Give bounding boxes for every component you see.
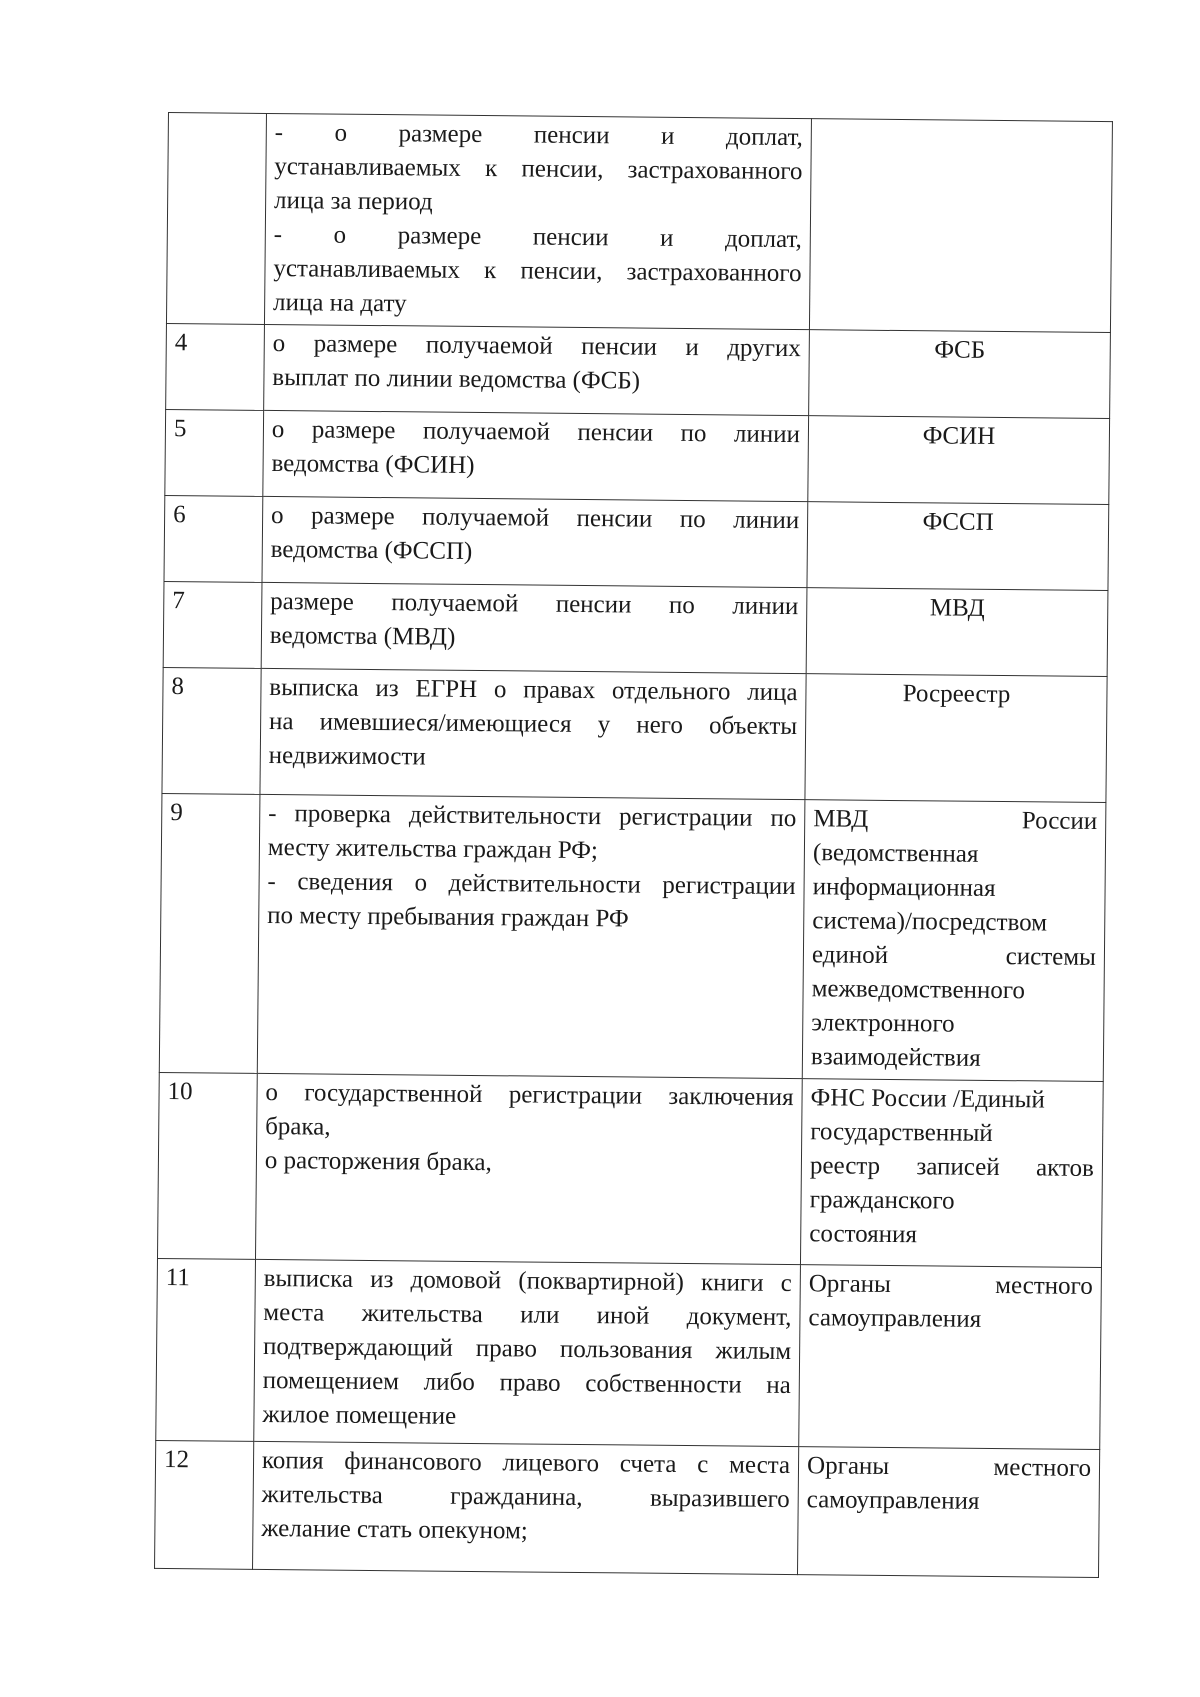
desc-line: ведомства (МВД): [269, 622, 456, 651]
desc-line: брака,: [265, 1112, 331, 1141]
row-source: [809, 119, 1112, 333]
desc-line: ведомства (ФССП): [270, 536, 473, 565]
desc-line: - сведения о действительности регистрации: [267, 867, 796, 901]
desc-line: ведомства (ФСИН): [271, 450, 475, 479]
desc-line: жилое помещение: [262, 1400, 457, 1430]
source-line: взаимодействия: [810, 1043, 981, 1072]
desc-line: помещением либо право собственности на: [262, 1366, 791, 1400]
row-description: [261, 582, 807, 673]
desc-line: по месту пребывания граждан РФ: [267, 901, 629, 933]
row-source: [806, 588, 1108, 677]
table-row: [157, 1072, 1103, 1267]
desc-line: о размере получаемой пенсии и других: [272, 330, 801, 363]
row-source: [802, 800, 1106, 1082]
row-source: [805, 674, 1107, 803]
services-table: [154, 112, 1113, 1578]
desc-line: желание стать опекуном;: [261, 1514, 528, 1545]
row-number: 6: [164, 495, 263, 582]
row-description: [252, 1441, 798, 1574]
row-description: [263, 410, 809, 501]
row-source: [799, 1265, 1102, 1450]
desc-line: копия финансового лицевого счета с места: [261, 1446, 791, 1480]
row-description: [264, 113, 811, 329]
desc-line: выписка из ЕГРН о правах отдельного лица: [269, 674, 798, 707]
desc-line: подтверждающий право пользования жилым: [262, 1332, 792, 1366]
table-row: [163, 581, 1108, 676]
row-description: [257, 794, 805, 1078]
row-description: [254, 1259, 801, 1446]
source-line: самоуправления: [806, 1486, 980, 1515]
row-description: [260, 668, 806, 799]
source-line: Росреестр: [902, 680, 1011, 709]
source-line: Органы местного: [808, 1270, 1093, 1300]
source-line: МВД: [929, 594, 985, 622]
desc-line: жительства гражданина, выразившего: [261, 1480, 790, 1514]
desc-line: устанавливаемых к пенсии, застрахованного: [274, 153, 803, 186]
row-number: [166, 113, 266, 325]
table-row: [155, 1440, 1100, 1577]
desc-line: недвижимости: [268, 741, 426, 771]
row-number: 8: [162, 667, 261, 794]
row-source: [801, 1079, 1104, 1268]
desc-line: - о размере пенсии и доплат,: [273, 221, 802, 254]
desc-line: места жительства или иной документ,: [263, 1298, 792, 1332]
row-number: 11: [156, 1258, 256, 1441]
desc-line: о размере получаемой пенсии по линии: [270, 502, 800, 535]
desc-line: лица за период: [273, 187, 433, 216]
desc-line: выплат по линии ведомства (ФСБ): [272, 364, 641, 395]
source-line: ФССП: [922, 508, 994, 536]
row-source: [808, 416, 1110, 505]
source-line: межведомственного: [811, 975, 1026, 1005]
source-line: единой системы: [811, 941, 1097, 971]
desc-line: лица на дату: [272, 289, 407, 318]
row-number: 12: [155, 1440, 254, 1569]
source-line: государственный: [810, 1118, 993, 1147]
desc-line: - о размере пенсии и доплат,: [274, 119, 803, 152]
table-row: [156, 1258, 1102, 1449]
row-number: 4: [166, 323, 265, 410]
row-number: 5: [165, 409, 264, 496]
row-source: [807, 502, 1109, 591]
source-line: состояния: [809, 1220, 918, 1249]
desc-line: - проверка действительности регистрации по: [268, 799, 797, 833]
source-line: электронного: [811, 1009, 955, 1038]
table-row: [159, 793, 1106, 1081]
source-line: МВД России: [813, 805, 1098, 835]
source-line: Органы местного: [806, 1452, 1092, 1482]
source-line: информационная: [812, 873, 996, 902]
source-line: ФСБ: [934, 336, 986, 364]
source-line: гражданского: [809, 1186, 955, 1215]
row-description: [255, 1073, 802, 1264]
source-line: ФНС России /Единый: [810, 1084, 1045, 1114]
table-row: [165, 409, 1110, 504]
row-number: 7: [163, 581, 262, 668]
table-row: [166, 113, 1112, 333]
desc-line: выписка из домовой (поквартирной) книги с: [263, 1264, 792, 1298]
desc-line: устанавливаемых к пенсии, застрахованного: [273, 255, 802, 288]
desc-line: о расторжения брака,: [264, 1146, 492, 1177]
row-number: 9: [159, 793, 260, 1073]
row-number: 10: [157, 1072, 257, 1259]
row-source: [809, 330, 1111, 419]
desc-line: на имевшиеся/имеющиеся у него объекты: [268, 707, 798, 741]
row-description: [264, 324, 810, 415]
table-row: [164, 495, 1109, 590]
desc-line: о размере получаемой пенсии по линии: [271, 416, 801, 449]
desc-line: о государственной регистрации заключения: [265, 1078, 794, 1112]
source-line: самоуправления: [808, 1304, 982, 1333]
row-source: [798, 1447, 1100, 1578]
source-line: система)/посредством: [812, 907, 1048, 937]
source-line: (ведомственная: [812, 839, 979, 868]
table-row: [166, 323, 1111, 418]
source-line: реестр записей актов: [809, 1152, 1095, 1182]
source-line: ФСИН: [922, 422, 996, 450]
desc-line: месту жительства граждан РФ;: [267, 833, 599, 865]
row-description: [262, 496, 808, 587]
table-row: [162, 667, 1107, 802]
desc-line: размере получаемой пенсии по линии: [270, 588, 799, 621]
